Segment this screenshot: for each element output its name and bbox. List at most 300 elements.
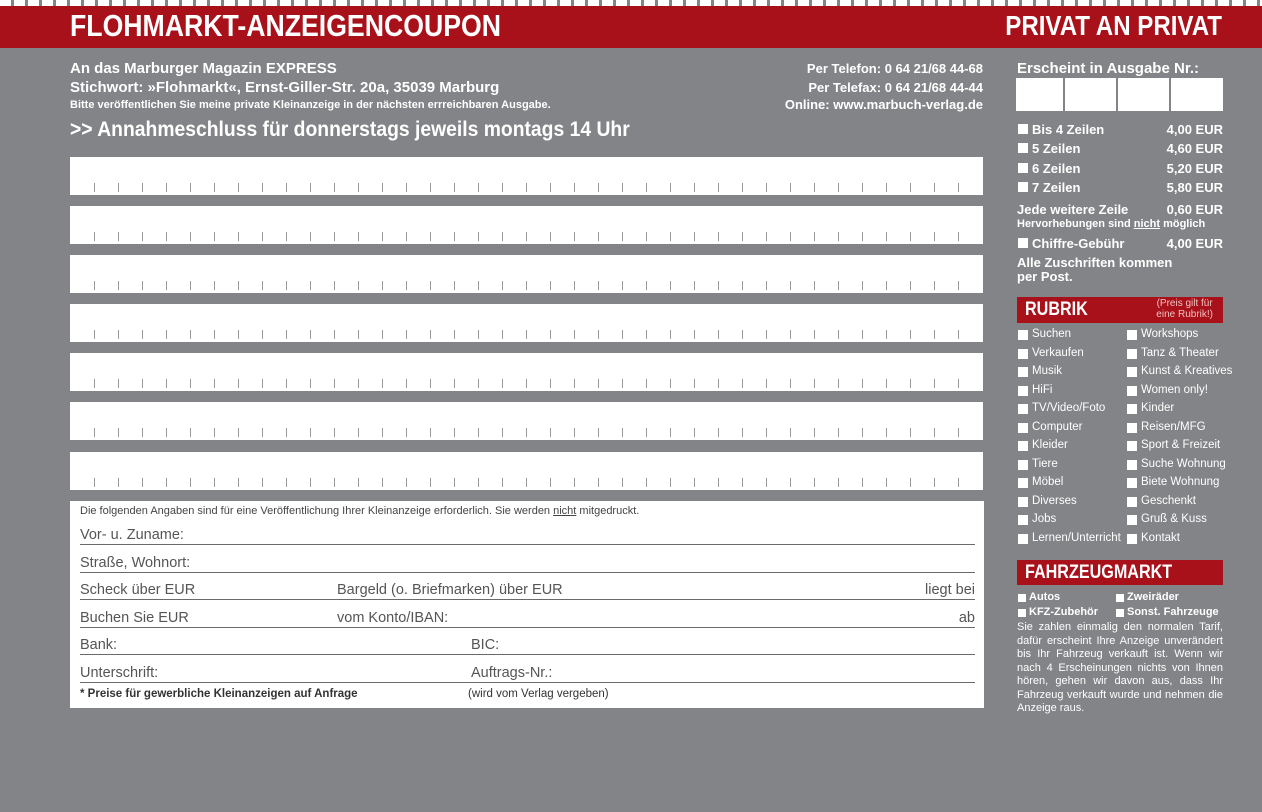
issue-box-2[interactable] (1065, 78, 1116, 111)
char-tick (214, 330, 215, 339)
char-tick (142, 330, 143, 339)
char-tick (238, 379, 239, 388)
char-tick (478, 379, 479, 388)
char-tick (94, 232, 95, 241)
category-checkbox[interactable] (1018, 330, 1028, 340)
category-label: Tanz & Theater (1141, 346, 1219, 359)
char-tick (286, 330, 287, 339)
char-tick (502, 330, 503, 339)
coupon-title: FLOHMARKT-ANZEIGENCOUPON (70, 8, 501, 43)
category-checkbox[interactable] (1018, 478, 1028, 488)
char-tick (910, 281, 911, 290)
char-tick (718, 478, 719, 487)
char-tick (94, 428, 95, 437)
category-checkbox[interactable] (1127, 367, 1137, 377)
char-tick (790, 379, 791, 388)
category-checkbox[interactable] (1018, 460, 1028, 470)
category-label: Reisen/MFG (1141, 420, 1206, 433)
char-tick (358, 232, 359, 241)
signature-field[interactable]: Unterschrift: Auftrags-Nr.: (80, 662, 975, 683)
category-label: Sport & Freizeit (1141, 439, 1221, 451)
extra-line-label: Jede weitere Zeile (1017, 202, 1129, 217)
char-tick (454, 478, 455, 487)
form-note: Die folgenden Angaben sind für eine Veröffentlichung Ihrer Kleinanzeige erforderlich. Sie werden nicht mitgedruckt. (80, 505, 640, 517)
category-label: Verkaufen (1032, 346, 1084, 359)
price-checkbox[interactable] (1018, 182, 1028, 192)
sonst-fahrzeuge-checkbox[interactable] (1116, 609, 1124, 617)
char-tick (910, 183, 911, 192)
category-checkbox[interactable] (1018, 515, 1028, 525)
char-tick (934, 379, 935, 388)
char-tick (310, 330, 311, 339)
char-tick (958, 232, 959, 241)
price-label: 6 Zeilen (1032, 161, 1081, 176)
char-tick (118, 281, 119, 290)
ad-line-4[interactable] (70, 304, 983, 342)
order-note: (wird vom Verlag vergeben) (468, 688, 609, 700)
category-label: Gruß & Kuss (1141, 513, 1207, 525)
char-tick (670, 281, 671, 290)
category-checkbox[interactable] (1127, 478, 1137, 488)
char-tick (694, 281, 695, 290)
char-tick (214, 379, 215, 388)
char-tick (430, 478, 431, 487)
char-tick (430, 379, 431, 388)
char-tick (190, 379, 191, 388)
char-tick (430, 428, 431, 437)
ad-line-5[interactable] (70, 353, 983, 391)
char-tick (622, 183, 623, 192)
category-checkbox[interactable] (1018, 497, 1028, 507)
char-tick (838, 232, 839, 241)
char-tick (286, 428, 287, 437)
char-tick (910, 379, 911, 388)
char-tick (598, 379, 599, 388)
category-checkbox[interactable] (1018, 349, 1028, 359)
char-tick (766, 379, 767, 388)
char-tick (718, 330, 719, 339)
char-tick (838, 428, 839, 437)
category-checkbox[interactable] (1127, 404, 1137, 414)
ad-line-7[interactable] (70, 452, 983, 490)
category-label: Diverses (1032, 494, 1077, 507)
fahrzeug-header (1017, 560, 1223, 585)
char-tick (286, 281, 287, 290)
char-tick (646, 183, 647, 192)
char-tick (406, 232, 407, 241)
char-tick (862, 183, 863, 192)
char-tick (646, 428, 647, 437)
contact-online[interactable]: Online: www.marbuch-verlag.de (784, 97, 983, 112)
char-tick (94, 379, 95, 388)
char-tick (862, 281, 863, 290)
char-tick (166, 428, 167, 437)
category-label: Biete Wohnung (1141, 476, 1220, 488)
category-label: HiFi (1032, 383, 1053, 396)
footnote: * Preise für gewerbliche Kleinanzeigen auf Anfrage (80, 688, 358, 700)
char-tick (670, 232, 671, 241)
char-tick (574, 232, 575, 241)
char-tick (118, 379, 119, 388)
category-checkbox[interactable] (1018, 534, 1028, 544)
rubrik-header (1017, 297, 1223, 323)
char-tick (454, 281, 455, 290)
char-tick (574, 428, 575, 437)
char-tick (766, 330, 767, 339)
deadline-text: >> Annahmeschluss für donnerstags jeweils montags 14 Uhr (70, 118, 630, 141)
char-tick (502, 232, 503, 241)
char-tick (142, 379, 143, 388)
char-tick (646, 281, 647, 290)
char-tick (934, 478, 935, 487)
category-label: Möbel (1032, 476, 1064, 488)
char-tick (454, 330, 455, 339)
char-tick (190, 478, 191, 487)
address-line-2: Stichwort: »Flohmarkt«, Ernst-Giller-Str. 20a, 35039 Marburg (70, 79, 500, 96)
ad-line-2[interactable] (70, 206, 983, 244)
autos-label: Autos (1029, 591, 1061, 603)
category-checkbox[interactable] (1127, 515, 1137, 525)
char-tick (406, 183, 407, 192)
char-tick (142, 428, 143, 437)
char-tick (190, 232, 191, 241)
ad-line-1[interactable] (70, 157, 983, 195)
char-tick (862, 428, 863, 437)
char-tick (862, 379, 863, 388)
char-tick (190, 281, 191, 290)
char-tick (574, 330, 575, 339)
category-checkbox[interactable] (1018, 367, 1028, 377)
char-tick (406, 478, 407, 487)
chiffre-checkbox[interactable] (1018, 238, 1028, 248)
char-tick (286, 478, 287, 487)
char-tick (190, 330, 191, 339)
char-tick (358, 478, 359, 487)
char-tick (502, 478, 503, 487)
char-tick (238, 232, 239, 241)
char-tick (118, 330, 119, 339)
char-tick (550, 281, 551, 290)
char-tick (886, 428, 887, 437)
char-tick (550, 478, 551, 487)
char-tick (166, 281, 167, 290)
char-tick (238, 330, 239, 339)
char-tick (94, 330, 95, 339)
char-tick (766, 183, 767, 192)
char-tick (838, 379, 839, 388)
char-tick (334, 330, 335, 339)
char-tick (94, 478, 95, 487)
char-tick (622, 379, 623, 388)
char-tick (910, 428, 911, 437)
char-tick (862, 330, 863, 339)
category-label: Suche Wohnung (1141, 457, 1226, 470)
char-tick (166, 330, 167, 339)
char-tick (622, 478, 623, 487)
char-tick (286, 379, 287, 388)
category-label: Geschenkt (1141, 494, 1196, 507)
char-tick (790, 478, 791, 487)
debit-field[interactable]: Buchen Sie EUR vom Konto/IBAN: ab (80, 607, 975, 628)
char-tick (574, 379, 575, 388)
char-tick (310, 379, 311, 388)
price-checkbox[interactable] (1018, 124, 1028, 134)
extra-line-price: 0,60 EUR (1166, 202, 1223, 217)
price-value: 4,00 EUR (1166, 122, 1223, 137)
char-tick (526, 330, 527, 339)
char-tick (766, 478, 767, 487)
char-tick (262, 478, 263, 487)
category-label: Kontakt (1141, 531, 1180, 544)
char-tick (814, 183, 815, 192)
zweiraeder-label: Zweiräder (1127, 591, 1179, 603)
address-line-3: Bitte veröffentlichen Sie meine private Kleinanzeige in der nächsten errreichbaren Ausgabe. (70, 99, 551, 111)
char-tick (334, 379, 335, 388)
category-checkbox[interactable] (1018, 386, 1028, 396)
char-tick (118, 183, 119, 192)
char-tick (598, 478, 599, 487)
category-checkbox[interactable] (1127, 386, 1137, 396)
char-tick (646, 478, 647, 487)
char-tick (742, 330, 743, 339)
personal-data-form (70, 501, 984, 708)
char-tick (814, 281, 815, 290)
char-tick (502, 428, 503, 437)
char-tick (478, 330, 479, 339)
char-tick (118, 232, 119, 241)
char-tick (814, 478, 815, 487)
char-tick (262, 379, 263, 388)
char-tick (958, 183, 959, 192)
char-tick (238, 183, 239, 192)
char-tick (454, 379, 455, 388)
char-tick (862, 232, 863, 241)
char-tick (622, 330, 623, 339)
char-tick (334, 183, 335, 192)
char-tick (334, 428, 335, 437)
rubrik-note: (Preis gilt für eine Rubrik!) (1156, 298, 1213, 320)
autos-checkbox[interactable] (1018, 594, 1026, 602)
char-tick (310, 183, 311, 192)
char-tick (430, 281, 431, 290)
char-tick (358, 183, 359, 192)
category-label: Jobs (1032, 513, 1057, 525)
category-checkbox[interactable] (1127, 497, 1137, 507)
char-tick (670, 330, 671, 339)
contact-phone: Per Telefon: 0 64 21/68 44-68 (806, 61, 983, 76)
name-field[interactable]: Vor- u. Zuname: (80, 524, 975, 545)
char-tick (790, 183, 791, 192)
highlight-note: Hervorhebungen sind nicht möglich (1017, 218, 1206, 230)
char-tick (190, 428, 191, 437)
category-checkbox[interactable] (1127, 460, 1137, 470)
char-tick (958, 281, 959, 290)
category-checkbox[interactable] (1127, 534, 1137, 544)
header-banner (0, 6, 1262, 48)
char-tick (166, 478, 167, 487)
char-tick (502, 379, 503, 388)
char-tick (478, 183, 479, 192)
char-tick (166, 232, 167, 241)
chiffre-label: Chiffre-Gebühr (1032, 236, 1125, 251)
post-note: Alle Zuschriften kommen per Post. (1017, 255, 1173, 284)
category-checkbox[interactable] (1018, 441, 1028, 451)
char-tick (598, 232, 599, 241)
char-tick (838, 183, 839, 192)
char-tick (382, 281, 383, 290)
char-tick (742, 183, 743, 192)
ad-line-3[interactable] (70, 255, 983, 293)
char-tick (694, 330, 695, 339)
char-tick (790, 428, 791, 437)
char-tick (790, 281, 791, 290)
char-tick (814, 379, 815, 388)
char-tick (262, 281, 263, 290)
char-tick (310, 478, 311, 487)
char-tick (958, 478, 959, 487)
price-value: 5,80 EUR (1166, 180, 1223, 195)
chiffre-price: 4,00 EUR (1166, 236, 1223, 251)
char-tick (406, 330, 407, 339)
category-label: Kleider (1032, 439, 1068, 451)
char-tick (118, 478, 119, 487)
char-tick (694, 428, 695, 437)
char-tick (958, 379, 959, 388)
char-tick (358, 281, 359, 290)
char-tick (142, 478, 143, 487)
category-label: Musik (1032, 365, 1063, 377)
sonst-fahrzeuge-label: Sonst. Fahrzeuge (1127, 606, 1219, 618)
char-tick (766, 232, 767, 241)
char-tick (238, 281, 239, 290)
char-tick (670, 478, 671, 487)
char-tick (550, 428, 551, 437)
char-tick (310, 281, 311, 290)
char-tick (886, 281, 887, 290)
char-tick (574, 183, 575, 192)
char-tick (550, 232, 551, 241)
char-tick (430, 330, 431, 339)
price-checkbox[interactable] (1018, 163, 1028, 173)
category-checkbox[interactable] (1018, 404, 1028, 414)
char-tick (334, 232, 335, 241)
char-tick (958, 428, 959, 437)
char-tick (526, 379, 527, 388)
char-tick (478, 281, 479, 290)
char-tick (214, 428, 215, 437)
char-tick (214, 183, 215, 192)
char-tick (526, 428, 527, 437)
category-checkbox[interactable] (1018, 423, 1028, 433)
category-checkbox[interactable] (1127, 441, 1137, 451)
kfz-zubehoer-label: KFZ-Zubehör (1029, 606, 1099, 618)
char-tick (238, 428, 239, 437)
price-checkbox[interactable] (1018, 143, 1028, 153)
category-label: Suchen (1032, 328, 1072, 340)
category-label: Kunst & Kreatives (1141, 365, 1233, 377)
category-label: TV/Video/Foto (1032, 402, 1106, 414)
contact-fax: Per Telefax: 0 64 21/68 44-44 (808, 80, 983, 95)
address-line-1: An das Marburger Magazin EXPRESS (70, 60, 337, 77)
fahrzeug-description: Sie zahlen einmalig den normalen Tarif, dafür erscheint Ihre Anzeige unverändert bis Ihr Fahrzeug verkauft ist. Wenn wir nach 4 Erscheinungen nichts von Ihnen hören, gehen wir davon aus, dass Ihr Fahrzeug verkauft wurde und nehmen die Anzeige raus. (1017, 621, 1223, 714)
char-tick (742, 478, 743, 487)
char-tick (694, 379, 695, 388)
bank-field[interactable]: Bank: BIC: (80, 634, 975, 655)
char-tick (742, 428, 743, 437)
char-tick (838, 478, 839, 487)
category-checkbox[interactable] (1127, 330, 1137, 340)
char-tick (142, 183, 143, 192)
char-tick (694, 183, 695, 192)
issue-box-4[interactable] (1171, 78, 1223, 111)
issue-box-1[interactable] (1016, 78, 1063, 111)
category-label: Lernen/Unterricht (1032, 531, 1121, 544)
char-tick (334, 478, 335, 487)
char-tick (718, 379, 719, 388)
char-tick (766, 428, 767, 437)
char-tick (454, 428, 455, 437)
char-tick (718, 183, 719, 192)
char-tick (94, 183, 95, 192)
char-tick (790, 232, 791, 241)
char-tick (958, 330, 959, 339)
char-tick (670, 183, 671, 192)
char-tick (358, 379, 359, 388)
char-tick (886, 330, 887, 339)
price-value: 5,20 EUR (1166, 161, 1223, 176)
private-title: PRIVAT AN PRIVAT (1005, 10, 1222, 41)
char-tick (286, 183, 287, 192)
price-label: 7 Zeilen (1032, 180, 1081, 195)
rubrik-title: RUBRIK (1025, 299, 1088, 320)
category-checkbox[interactable] (1127, 349, 1137, 359)
char-tick (382, 330, 383, 339)
char-tick (142, 281, 143, 290)
payment-cheque-field[interactable]: Scheck über EUR Bargeld (o. Briefmarken) über EUR liegt bei (80, 579, 975, 600)
ad-line-6[interactable] (70, 402, 983, 440)
char-tick (550, 330, 551, 339)
category-checkbox[interactable] (1127, 423, 1137, 433)
char-tick (718, 428, 719, 437)
char-tick (910, 330, 911, 339)
char-tick (526, 281, 527, 290)
category-label: Kinder (1141, 402, 1175, 414)
street-field[interactable]: Straße, Wohnort: (80, 552, 975, 573)
char-tick (670, 379, 671, 388)
char-tick (646, 330, 647, 339)
char-tick (550, 379, 551, 388)
char-tick (262, 232, 263, 241)
char-tick (262, 428, 263, 437)
char-tick (934, 232, 935, 241)
category-label: Women only! (1141, 383, 1208, 396)
char-tick (310, 232, 311, 241)
issue-box-3[interactable] (1118, 78, 1169, 111)
char-tick (694, 232, 695, 241)
char-tick (478, 428, 479, 437)
price-label: Bis 4 Zeilen (1032, 122, 1105, 137)
kfz-zubehoer-checkbox[interactable] (1018, 609, 1026, 617)
char-tick (94, 281, 95, 290)
char-tick (430, 232, 431, 241)
char-tick (766, 281, 767, 290)
char-tick (910, 478, 911, 487)
char-tick (598, 183, 599, 192)
zweiraeder-checkbox[interactable] (1116, 594, 1124, 602)
char-tick (622, 428, 623, 437)
char-tick (478, 232, 479, 241)
char-tick (454, 183, 455, 192)
